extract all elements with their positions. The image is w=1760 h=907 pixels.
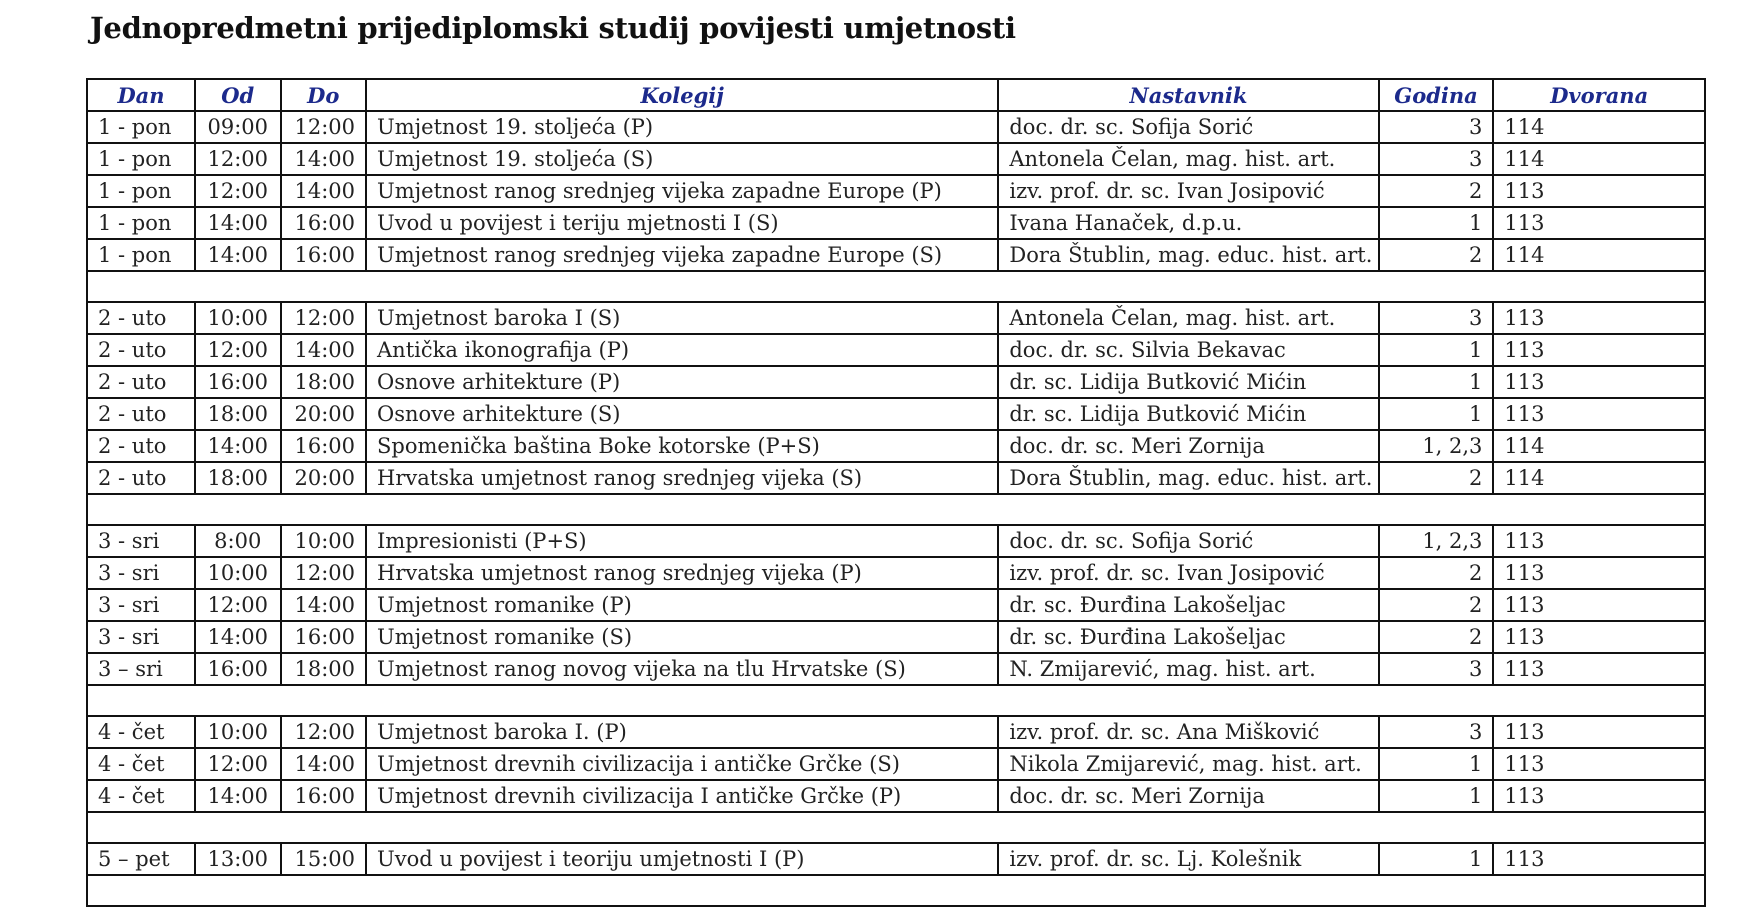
cell-start: 18:00	[195, 462, 281, 494]
cell-room: 114	[1493, 430, 1705, 462]
cell-course: Umjetnost baroka I. (P)	[366, 716, 998, 748]
table-row	[87, 398, 1705, 430]
cell-course: Uvod u povijest i teoriju umjetnosti I (P)	[366, 843, 998, 875]
header-dan: Dan	[87, 79, 195, 111]
cell-teacher: N. Zmijarević, mag. hist. art.	[998, 653, 1378, 685]
cell-start: 14:00	[195, 780, 281, 812]
table-row	[87, 843, 1705, 875]
cell-day: 2 - uto	[87, 366, 195, 398]
separator-row	[87, 271, 1705, 302]
cell-end: 15:00	[281, 843, 367, 875]
cell-day: 2 - uto	[87, 398, 195, 430]
cell-room: 114	[1493, 239, 1705, 271]
cell-room: 114	[1493, 111, 1705, 143]
cell-room: 114	[1493, 143, 1705, 175]
cell-year: 3	[1379, 302, 1494, 334]
cell-year: 1	[1379, 366, 1494, 398]
cell-room: 113	[1493, 207, 1705, 239]
cell-year: 3	[1379, 143, 1494, 175]
cell-year: 2	[1379, 589, 1494, 621]
cell-year: 1	[1379, 207, 1494, 239]
cell-start: 09:00	[195, 111, 281, 143]
cell-day: 5 – pet	[87, 843, 195, 875]
cell-start: 12:00	[195, 175, 281, 207]
cell-year: 1, 2,3	[1379, 430, 1494, 462]
cell-teacher: Dora Štublin, mag. educ. hist. art.	[998, 239, 1378, 271]
cell-course: Umjetnost romanike (S)	[366, 621, 998, 653]
cell-end: 12:00	[281, 111, 367, 143]
cell-course: Umjetnost drevnih civilizacija I antičke Grčke (P)	[366, 780, 998, 812]
cell-course: Hrvatska umjetnost ranog srednjeg vijeka (S)	[366, 462, 998, 494]
cell-day: 3 – sri	[87, 653, 195, 685]
cell-end: 14:00	[281, 748, 367, 780]
separator-cell	[87, 494, 1705, 525]
cell-end: 12:00	[281, 302, 367, 334]
page-title: Jednopredmetni prijediplomski studij povijesti umjetnosti	[90, 11, 1016, 45]
cell-start: 14:00	[195, 239, 281, 271]
cell-year: 1	[1379, 398, 1494, 430]
cell-year: 3	[1379, 111, 1494, 143]
cell-end: 20:00	[281, 462, 367, 494]
cell-teacher: Dora Štublin, mag. educ. hist. art.	[998, 462, 1378, 494]
cell-day: 4 - čet	[87, 748, 195, 780]
cell-course: Umjetnost ranog srednjeg vijeka zapadne Europe (S)	[366, 239, 998, 271]
cell-day: 1 - pon	[87, 207, 195, 239]
cell-start: 8:00	[195, 525, 281, 557]
cell-room: 113	[1493, 334, 1705, 366]
cell-day: 4 - čet	[87, 780, 195, 812]
table-row	[87, 557, 1705, 589]
cell-course: Umjetnost drevnih civilizacija i antičke Grčke (S)	[366, 748, 998, 780]
cell-course: Osnove arhitekture (P)	[366, 366, 998, 398]
cell-day: 2 - uto	[87, 334, 195, 366]
cell-course: Umjetnost romanike (P)	[366, 589, 998, 621]
cell-end: 12:00	[281, 716, 367, 748]
cell-teacher: dr. sc. Đurđina Lakošeljac	[998, 589, 1378, 621]
table-row	[87, 111, 1705, 143]
cell-room: 113	[1493, 653, 1705, 685]
table-row	[87, 175, 1705, 207]
cell-year: 1	[1379, 748, 1494, 780]
header-dvorana: Dvorana	[1493, 79, 1705, 111]
cell-day: 3 - sri	[87, 621, 195, 653]
header-od: Od	[195, 79, 281, 111]
cell-room: 113	[1493, 621, 1705, 653]
table-row	[87, 143, 1705, 175]
separator-cell	[87, 812, 1705, 843]
cell-course: Umjetnost ranog novog vijeka na tlu Hrvatske (S)	[366, 653, 998, 685]
separator-row	[87, 812, 1705, 843]
cell-start: 14:00	[195, 207, 281, 239]
table-row	[87, 239, 1705, 271]
cell-start: 10:00	[195, 716, 281, 748]
cell-day: 2 - uto	[87, 430, 195, 462]
cell-teacher: izv. prof. dr. sc. Ivan Josipović	[998, 557, 1378, 589]
cell-start: 10:00	[195, 302, 281, 334]
cell-room: 113	[1493, 302, 1705, 334]
cell-room: 113	[1493, 780, 1705, 812]
header-do: Do	[281, 79, 367, 111]
cell-day: 2 - uto	[87, 302, 195, 334]
separator-cell	[87, 271, 1705, 302]
table-header-row	[87, 79, 1705, 111]
table-row	[87, 780, 1705, 812]
separator-row	[87, 875, 1705, 906]
cell-course: Spomenička baština Boke kotorske (P+S)	[366, 430, 998, 462]
cell-year: 1, 2,3	[1379, 525, 1494, 557]
table-row	[87, 302, 1705, 334]
cell-room: 113	[1493, 175, 1705, 207]
cell-course: Osnove arhitekture (S)	[366, 398, 998, 430]
cell-start: 12:00	[195, 143, 281, 175]
cell-end: 16:00	[281, 430, 367, 462]
cell-course: Umjetnost baroka I (S)	[366, 302, 998, 334]
cell-end: 18:00	[281, 653, 367, 685]
cell-teacher: doc. dr. sc. Silvia Bekavac	[998, 334, 1378, 366]
cell-teacher: dr. sc. Đurđina Lakošeljac	[998, 621, 1378, 653]
cell-start: 14:00	[195, 621, 281, 653]
header-kolegij: Kolegij	[366, 79, 998, 111]
table-row	[87, 653, 1705, 685]
cell-room: 113	[1493, 843, 1705, 875]
table-body	[87, 111, 1705, 906]
cell-year: 2	[1379, 557, 1494, 589]
header-godina: Godina	[1379, 79, 1494, 111]
cell-course: Hrvatska umjetnost ranog srednjeg vijeka (P)	[366, 557, 998, 589]
header-nastavnik: Nastavnik	[998, 79, 1378, 111]
cell-course: Umjetnost ranog srednjeg vijeka zapadne Europe (P)	[366, 175, 998, 207]
cell-course: Impresionisti (P+S)	[366, 525, 998, 557]
cell-room: 114	[1493, 462, 1705, 494]
cell-end: 14:00	[281, 589, 367, 621]
cell-room: 113	[1493, 557, 1705, 589]
table-row	[87, 462, 1705, 494]
cell-year: 2	[1379, 175, 1494, 207]
cell-start: 10:00	[195, 557, 281, 589]
cell-day: 3 - sri	[87, 525, 195, 557]
cell-end: 16:00	[281, 239, 367, 271]
cell-room: 113	[1493, 398, 1705, 430]
cell-day: 3 - sri	[87, 589, 195, 621]
cell-course: Umjetnost 19. stoljeća (P)	[366, 111, 998, 143]
cell-room: 113	[1493, 716, 1705, 748]
cell-start: 13:00	[195, 843, 281, 875]
cell-teacher: izv. prof. dr. sc. Ana Mišković	[998, 716, 1378, 748]
cell-start: 16:00	[195, 653, 281, 685]
cell-end: 12:00	[281, 557, 367, 589]
table-row	[87, 207, 1705, 239]
table-row	[87, 430, 1705, 462]
cell-start: 12:00	[195, 334, 281, 366]
cell-teacher: dr. sc. Lidija Butković Mićin	[998, 366, 1378, 398]
table-row	[87, 621, 1705, 653]
cell-teacher: izv. prof. dr. sc. Lj. Kolešnik	[998, 843, 1378, 875]
cell-end: 18:00	[281, 366, 367, 398]
table-row	[87, 334, 1705, 366]
table-row	[87, 716, 1705, 748]
cell-start: 18:00	[195, 398, 281, 430]
cell-year: 1	[1379, 334, 1494, 366]
cell-start: 14:00	[195, 430, 281, 462]
cell-teacher: Antonela Čelan, mag. hist. art.	[998, 302, 1378, 334]
cell-room: 113	[1493, 525, 1705, 557]
schedule-page	[86, 0, 1706, 907]
cell-end: 14:00	[281, 143, 367, 175]
cell-course: Uvod u povijest i teriju mjetnosti I (S)	[366, 207, 998, 239]
cell-year: 3	[1379, 716, 1494, 748]
cell-start: 16:00	[195, 366, 281, 398]
cell-start: 12:00	[195, 589, 281, 621]
schedule-table	[86, 78, 1706, 907]
cell-end: 16:00	[281, 780, 367, 812]
cell-room: 113	[1493, 589, 1705, 621]
table-row	[87, 589, 1705, 621]
cell-teacher: doc. dr. sc. Sofija Sorić	[998, 525, 1378, 557]
cell-day: 1 - pon	[87, 143, 195, 175]
cell-start: 12:00	[195, 748, 281, 780]
cell-day: 2 - uto	[87, 462, 195, 494]
cell-course: Umjetnost 19. stoljeća (S)	[366, 143, 998, 175]
cell-teacher: dr. sc. Lidija Butković Mićin	[998, 398, 1378, 430]
table-row	[87, 525, 1705, 557]
cell-teacher: izv. prof. dr. sc. Ivan Josipović	[998, 175, 1378, 207]
cell-end: 14:00	[281, 334, 367, 366]
cell-end: 16:00	[281, 207, 367, 239]
cell-room: 113	[1493, 748, 1705, 780]
cell-end: 10:00	[281, 525, 367, 557]
cell-day: 1 - pon	[87, 111, 195, 143]
cell-end: 20:00	[281, 398, 367, 430]
table-row	[87, 366, 1705, 398]
cell-year: 2	[1379, 462, 1494, 494]
cell-year: 1	[1379, 843, 1494, 875]
cell-end: 14:00	[281, 175, 367, 207]
table-row	[87, 748, 1705, 780]
cell-day: 3 - sri	[87, 557, 195, 589]
cell-year: 2	[1379, 239, 1494, 271]
cell-day: 1 - pon	[87, 175, 195, 207]
cell-day: 1 - pon	[87, 239, 195, 271]
cell-teacher: Nikola Zmijarević, mag. hist. art.	[998, 748, 1378, 780]
cell-teacher: doc. dr. sc. Sofija Sorić	[998, 111, 1378, 143]
cell-end: 16:00	[281, 621, 367, 653]
cell-day: 4 - čet	[87, 716, 195, 748]
separator-cell	[87, 685, 1705, 716]
separator-cell	[87, 875, 1705, 906]
cell-year: 1	[1379, 780, 1494, 812]
separator-row	[87, 685, 1705, 716]
cell-teacher: Ivana Hanaček, d.p.u.	[998, 207, 1378, 239]
cell-teacher: doc. dr. sc. Meri Zornija	[998, 430, 1378, 462]
cell-year: 3	[1379, 653, 1494, 685]
cell-room: 113	[1493, 366, 1705, 398]
cell-course: Antička ikonografija (P)	[366, 334, 998, 366]
cell-teacher: Antonela Čelan, mag. hist. art.	[998, 143, 1378, 175]
cell-year: 2	[1379, 621, 1494, 653]
cell-teacher: doc. dr. sc. Meri Zornija	[998, 780, 1378, 812]
separator-row	[87, 494, 1705, 525]
